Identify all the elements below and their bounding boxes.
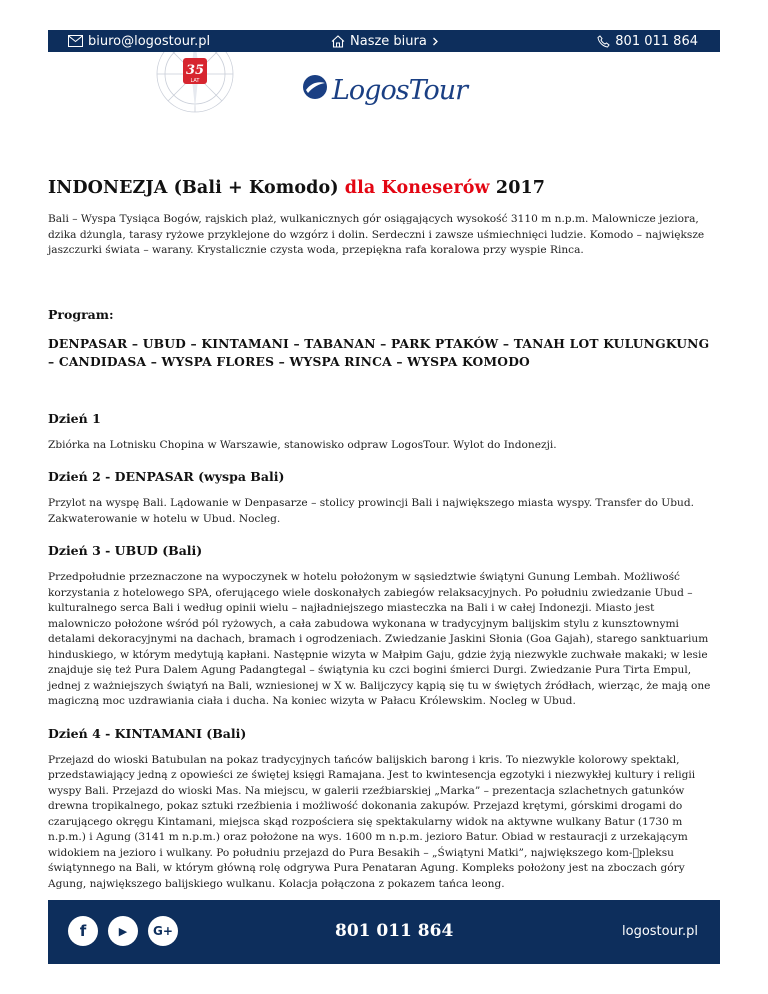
day-text: Zbiórka na Lotnisku Chopina w Warszawie, stanowisko odpraw LogosTour. Wylot do Indonezji.: [48, 438, 557, 451]
globe-icon: [302, 74, 328, 107]
day-section: [48, 469, 720, 527]
anniversary-badge: [150, 52, 240, 122]
footer-phone[interactable]: 801 011 864: [335, 921, 454, 941]
footer-site-link[interactable]: logostour.pl: [622, 924, 698, 939]
intro-text: Bali – Wyspa Tysiąca Bogów, rajskich plaż, wulkanicznych gór osiągających wysokość 3110 m n.p.m. Malownicze jeziora, dzika dżungla, tarasy ryżowe przyklejone do wzgórz i dolin. Serdeczni i zawsze uśmiechnięci ludzie. Komodo – największe jaszczurki świata – warany. Krystalicznie czysta woda, przepiękna rafa koralowa przy wyspie Rinca.: [48, 213, 705, 256]
footer: [48, 900, 720, 964]
brand-name: LogosTour: [332, 75, 468, 106]
program-heading: Program:: [48, 306, 114, 322]
envelope-icon: [68, 35, 83, 47]
logo-area: [150, 52, 468, 132]
title-year: 2017: [489, 178, 546, 198]
title-highlight: dla Koneserów: [344, 178, 490, 198]
phone-icon: [597, 35, 610, 48]
facebook-icon[interactable]: f: [68, 916, 98, 946]
email-text: biuro@logostour.pl: [88, 33, 211, 49]
offices-link[interactable]: [331, 34, 439, 49]
day-section: [48, 726, 720, 893]
day-title: Dzień 4 - KINTAMANI (Bali): [48, 725, 247, 741]
day-section: [48, 411, 720, 454]
phone-text: 801 011 864: [615, 33, 698, 49]
phone-link[interactable]: [597, 34, 698, 49]
page-title: [48, 178, 720, 198]
offices-text: Nasze biura: [350, 33, 427, 49]
logostour-logo[interactable]: [302, 74, 467, 107]
email-link[interactable]: [68, 34, 210, 49]
day-text: Przejazd do wioski Batubulan na pokaz tradycyjnych tańców balijskich barong i kris. To niezwykle kolorowy spektakl, przedstawiający jedną z opowieści ze świętej księgi Ramajana. Jest to kwintesencja egzotyki i niezwykłej kultury i religii wyspy Bali. Przejazd do wioski Mas. Na miejscu, w galerii rzeźbiarskiej „Marka” – prezentacja szlachetnych gatunków drewna tropikalnego, pokaz sztuki rzeźbienia i możliwość dokonania zakupów. Przejazd krętymi, górskimi drogami do czarującego okręgu Kintamani, miejsca skąd rozpościera się spektakularny widok na aktywne wulkany Batur (1730 m n.p.m.) i Agung (3141 m n.p.m.) oraz położone na wys. 1600 m n.p.m. jezioro Batur. Obiad w restauracji z urzekającym widokiem na jezioro i wulkany. Po południu przejazd do Pura Besakih – „Świątyni Matki”, największego kom- pleksu świątynnego na Bali, w którym główną rolę odgrywa Pura Penataran Agung. Kompleks położony jest na zboczach góry Agung, największego balijskiego wulkanu. Kolacja połączona z pokazem tańca leong.: [48, 753, 696, 890]
day-title: Dzień 3 - UBUD (Bali): [48, 543, 203, 558]
title-main: INDONEZJA (Bali + Komodo): [48, 178, 345, 198]
article: [48, 178, 720, 892]
home-icon: [331, 35, 345, 48]
badge-number: 35: [185, 63, 205, 78]
day-title: Dzień 2 - DENPASAR (wyspa Bali): [48, 469, 285, 484]
day-text: Przedpołudnie przeznaczone na wypoczynek w hotelu położonym w sąsiedztwie świątyni Gunung Lembah. Możliwość korzystania z hotelowego SPA, oferującego wiele doskonałych zabiegów relaksacyjnych. Po południu zwiedzanie Ubud – kulturalnego serca Bali i według opinii wielu – najładniejszego miasteczka na Bali i w całej Indonezji. Miasto jest malowniczo położone wśród pól ryżowych, a cała zabudowa wykonana w tradycyjnym balijskim stylu z kunsztownymi detalami dekoracyjnymi na dachach, bramach i ogrodzeniach. Zwiedzanie Jaskini Słonia (Goa Gajah), starego sanktuarium hinduskiego, w którym medytują kapłani. Następnie wizyta w Małpim Gaju, gdzie żyją niezwykle zuchwałe makaki; w lesie znajduje się też Pura Dalem Agung Padangtegal – świątynia ku czci bogini śmierci Durgi. Zwiedzanie Pura Tirta Empul, jednej z ważniejszych świątyń na Bali, wzniesionej w X w. Balijczycy kąpią się tu w świętych źródłach, wierząc, że mają one magiczną moc uzdrawiania ciała i ducha. Na koniec wizyta w Pałacu Królewskim. Nocleg w Ubud.: [48, 571, 711, 707]
day-title: Dzień 1: [48, 410, 101, 426]
youtube-icon[interactable]: ▶: [108, 916, 138, 946]
badge-word: LAT: [190, 78, 200, 84]
chevron-right-icon: [432, 37, 439, 46]
contact-bar: [48, 30, 720, 52]
day-section: [48, 543, 720, 710]
social-links: [68, 916, 178, 946]
route-list: DENPASAR – UBUD – KINTAMANI – TABANAN – PARK PTAKÓW – TANAH LOT KULUNGKUNG – CANDIDASA – WYSPA FLORES – WYSPA RINCA – WYSPA KOMODO: [48, 335, 710, 369]
day-text: Przylot na wyspę Bali. Lądowanie w Denpasarze – stolicy prowincji Bali i największego miasta wyspy. Transfer do Ubud. Zakwaterowanie w hotelu w Ubud. Nocleg.: [48, 497, 694, 525]
google-plus-icon[interactable]: G+: [148, 916, 178, 946]
